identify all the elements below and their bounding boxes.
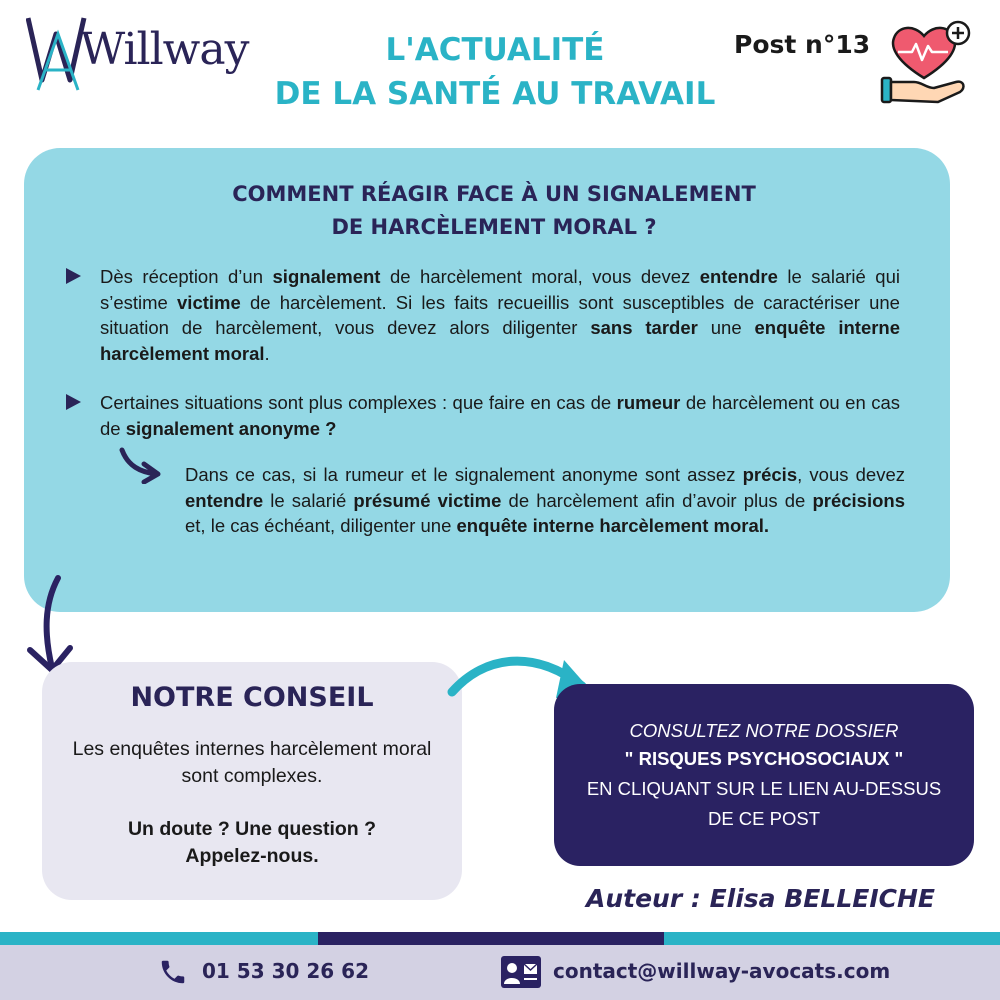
body-text: . xyxy=(264,342,270,364)
bullet-paragraph-reception xyxy=(100,264,900,366)
page-title-line2: DE LA SANTÉ AU TRAVAIL xyxy=(274,76,716,112)
body-text: de harcèlement ou en cas de xyxy=(100,392,901,439)
footer-stripe-navy xyxy=(318,932,664,945)
sub-paragraph-anonymous xyxy=(185,462,905,539)
dossier-line3: EN CLIQUANT SUR LE LIEN AU-DESSUS xyxy=(586,778,942,799)
body-text: et, le cas échéant, diligenter une xyxy=(185,515,457,536)
advice-title: NOTRE CONSEIL xyxy=(130,682,374,713)
dossier-line2: " RISQUES PSYCHOSOCIAUX " xyxy=(624,748,904,769)
advice-call-us: Appelez-nous. xyxy=(185,845,319,867)
advice-question: Un doute ? Une question ? xyxy=(127,818,377,840)
heart-in-hand-icon xyxy=(878,16,978,108)
main-heading xyxy=(174,178,814,244)
author-credit: Auteur : Elisa BELLEICHE xyxy=(586,884,935,913)
phone-number-link[interactable]: 01 53 30 26 62 xyxy=(202,959,370,983)
body-text: Dans ce cas, si la rumeur et le signalement anonyme sont assez xyxy=(185,464,743,485)
footer-bar xyxy=(0,945,1000,1000)
bullet-paragraph-complex-situations xyxy=(100,390,900,441)
main-heading-line2: DE HARCÈLEMENT MORAL ? xyxy=(331,215,657,239)
phone-icon xyxy=(158,957,188,987)
logo-word-willway: Willway xyxy=(80,24,249,75)
curved-arrow-right-icon xyxy=(118,444,166,484)
body-text: le salarié qui s’estime xyxy=(100,266,900,313)
contact-card-icon xyxy=(500,955,542,989)
emphasis-text: enquête interne harcèlement moral. xyxy=(456,515,770,536)
body-text: le salarié xyxy=(263,489,354,511)
emphasis-text: entendre xyxy=(185,489,264,511)
main-heading-line1: COMMENT RÉAGIR FACE À UN SIGNALEMENT xyxy=(232,182,756,206)
emphasis-text: signalement xyxy=(272,266,381,287)
emphasis-text: entendre xyxy=(699,266,778,287)
bullet-triangle-icon xyxy=(66,268,81,284)
advice-panel xyxy=(42,662,462,900)
emphasis-text: victime xyxy=(177,291,241,313)
dossier-line4: DE CE POST xyxy=(707,808,821,829)
emphasis-text: rumeur xyxy=(616,392,681,413)
body-text: une xyxy=(697,317,755,338)
dossier-line1: CONSULTEZ NOTRE DOSSIER xyxy=(629,720,899,741)
body-text: , vous devez xyxy=(797,464,905,485)
advice-text: Les enquêtes internes harcèlement moral sont complexes. xyxy=(72,738,432,787)
body-text: de harcèlement. Si les faits recueillis sont susceptibles de caractériser une situation de harcèlement, vous devez alors diligenter xyxy=(100,291,900,338)
emphasis-text: signalement anonyme ? xyxy=(125,417,337,439)
body-text: Dès réception d’un xyxy=(100,266,273,287)
willway-logo[interactable] xyxy=(26,12,249,92)
body-text: de harcèlement moral, vous devez xyxy=(380,266,700,287)
main-info-panel xyxy=(24,148,950,612)
email-link[interactable]: contact@willway-avocats.com xyxy=(553,959,891,983)
emphasis-text: sans tarder xyxy=(590,317,698,338)
advice-call-to-action xyxy=(62,816,442,870)
page-title-line1: L'ACTUALITÉ xyxy=(385,32,605,68)
body-text: Certaines situations sont plus complexes : que faire en cas de xyxy=(100,392,617,413)
emphasis-text: présumé victime xyxy=(353,489,502,511)
post-number: Post n°13 xyxy=(734,30,871,59)
footer-stripe-teal-right xyxy=(664,932,1000,945)
emphasis-text: enquête interne harcèlement moral xyxy=(100,317,901,364)
emphasis-text: précis xyxy=(742,464,798,485)
bullet-triangle-icon xyxy=(66,394,81,410)
body-text: de harcèlement afin d’avoir plus de xyxy=(501,489,813,511)
footer-stripe-teal-left xyxy=(0,932,318,945)
page-title xyxy=(200,28,790,116)
emphasis-text: précisions xyxy=(812,489,906,511)
dossier-link-panel[interactable] xyxy=(554,684,974,866)
